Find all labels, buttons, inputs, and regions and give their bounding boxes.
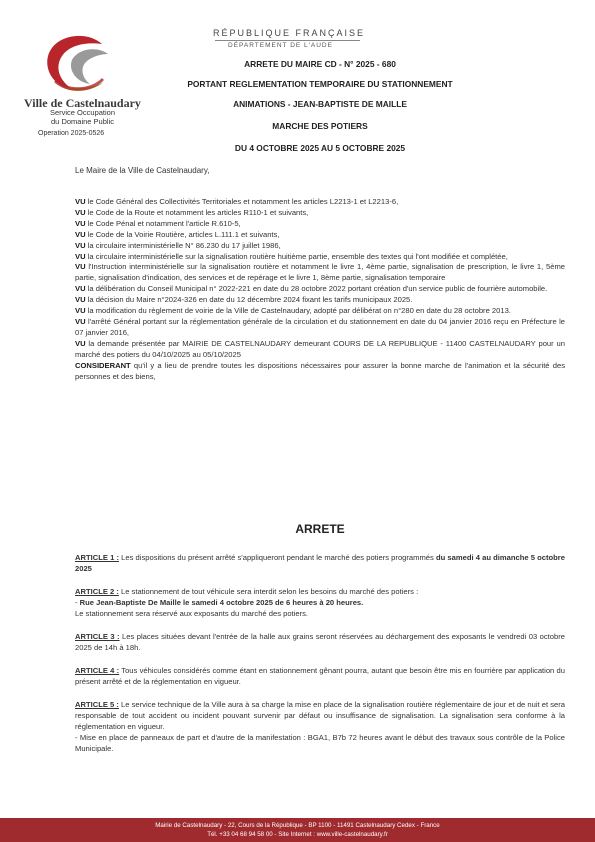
arrete-number: ARRETE DU MAIRE CD - N° 2025 - 680 [244, 59, 396, 69]
article-label: ARTICLE 2 : [75, 587, 119, 596]
article-3: ARTICLE 3 : Les places situées devant l'entrée de la halle aux grains seront réservées au déchargement des exposants le vendredi 03 octobre 2025 de 14h à 18h. [75, 632, 565, 652]
vu-item: VU le Code de la Voirie Routière, articles L.111.1 et suivants, [75, 229, 280, 239]
arrete-animation: ANIMATIONS - JEAN-BAPTISTE DE MAILLE [233, 99, 407, 109]
service-line-1: Service Occupation [49, 108, 116, 117]
article-5: ARTICLE 5 : Le service technique de la Ville aura à sa charge la mise en place de la signalisation routière réglementaire de jour et de nuit et sera responsable de tout accident ou incident pouvant survenir par défaut ou insuffisance de signalisation. La signalisation sera conforme à la réglementation en vigueur. - Mise en place de panneaux de part et d'autre de la manifestation : BGA1, B7b 72 heures avant le début des travaux sous contrôle de la Police Municipale. [75, 700, 565, 753]
article-label: ARTICLE 4 : [75, 666, 120, 675]
arrete-subject: PORTANT REGLEMENTATION TEMPORAIRE DU STATIONNEMENT [187, 79, 453, 89]
republic-rule [215, 40, 360, 41]
vu-item: VU la circulaire interministérielle N° 86.230 du 17 juillet 1986, [75, 240, 281, 250]
considerant-item: CONSIDERANT qu'il y a lieu de prendre toutes les dispositions nécessaires pour assurer la bonne marche de l'animation et la sécurité des personnes et des biens, [75, 360, 565, 381]
article-label: ARTICLE 1 : [75, 553, 119, 562]
arrete-dates: DU 4 OCTOBRE 2025 AU 5 OCTOBRE 2025 [234, 143, 406, 153]
vu-item: VU la délibération du Conseil Municipal n° 2022-221 en date du 28 octobre 2022 portant création d'un service public de fourrière automobile. [75, 284, 548, 294]
vu-item: VU l'Instruction interministérielle sur la signalisation routière et notamment le livre 1, 4ème partie, signalisation de prescription, le livre 1, 5ème partie, signalisation d'indication, des services et de repérage et le livre 1, 8ème partie, signalisation temporaire [75, 262, 565, 283]
vu-item: VU le Code Général des Collectivités Territoriales et notamment les articles L2213-1 et L2213-6, [75, 197, 399, 206]
republic-heading: RÉPUBLIQUE FRANÇAISE [213, 28, 366, 38]
vu-item: VU la circulaire interministérielle sur la signalisation routière huitième partie, ensemble des textes qui l'ont modifiée et complétée, [75, 251, 508, 261]
articles-list [75, 552, 565, 766]
article-label: ARTICLE 5 : [75, 700, 119, 709]
vu-item: VU la demande présentée par MAIRIE DE CASTELNAUDARY demeurant COURS DE LA REPUBLIQUE - 11400 CASTELNAUDARY pour un marché des potiers du 04/10/2025 au 05/10/2025 [75, 338, 565, 359]
service-line-2: du Domaine Public [51, 117, 114, 126]
ville-castelnaudary-logo [42, 32, 114, 98]
footer-line-2: Tél. +33 04 68 94 58 00 - Site Internet : www.ville-castelnaudary.fr [207, 831, 388, 838]
article-1: ARTICLE 1 : Les dispositions du présent arrêté s'appliqueront pendant le marché des potiers programmés du samedi 4 au dimanche 5 octobre 2025 [75, 553, 565, 573]
arrete-title: ARRETE [295, 522, 345, 536]
vu-item: VU la modification du règlement de voirie de la Ville de Castelnaudary, adopté par délibérat on n°280 en date du 28 octobre 2013. [75, 306, 511, 316]
vu-item: VU la décision du Maire n°2024-326 en date du 12 décembre 2024 fixant les tarifs municipaux 2025. [75, 295, 413, 305]
operation-number: Operation 2025-0526 [38, 130, 105, 137]
footer-line-1: Mairie de Castelnaudary - 22, Cours de la République - BP 1100 - 11491 Castelnaudary Cedex - France [155, 822, 440, 829]
article-label: ARTICLE 3 : [75, 632, 120, 641]
article-2: ARTICLE 2 : Le stationnement de tout véhicule sera interdit selon les besoins du marché des potiers : - Rue Jean-Baptiste De Maille le samedi 4 octobre 2025 de 6 heures à 20 heures. Le stationnement sera réservé aux exposants du marché des potiers. [75, 587, 419, 618]
arrete-event: MARCHE DES POTIERS [272, 121, 368, 131]
vu-item: VU le Code Pénal et notamment l'article R.610-5, [75, 218, 241, 228]
departement-heading: DÉPARTEMENT DE L'AUDE [228, 42, 333, 49]
maire-intro: Le Maire de la Ville de Castelnaudary, [75, 166, 210, 175]
vu-item: VU le Code de la Route et notamment les articles R110-1 et suivants, [75, 207, 309, 217]
vu-list [75, 197, 565, 382]
article-4: ARTICLE 4 : Tous véhicules considérés comme étant en stationnement gênant pourra, autant que besoin être mis en fourrière par application du présent arrêté et de la réglementation en vigueur. [75, 666, 565, 686]
footer-address [0, 821, 595, 839]
ville-name: Ville de Castelnaudary [24, 96, 141, 110]
vu-item: VU l'arrêté Général portant sur la réglementation générale de la circulation et du stationnement en date du 04 janvier 2016 reçu en Préfecture le 07 janvier 2016, [75, 316, 565, 337]
